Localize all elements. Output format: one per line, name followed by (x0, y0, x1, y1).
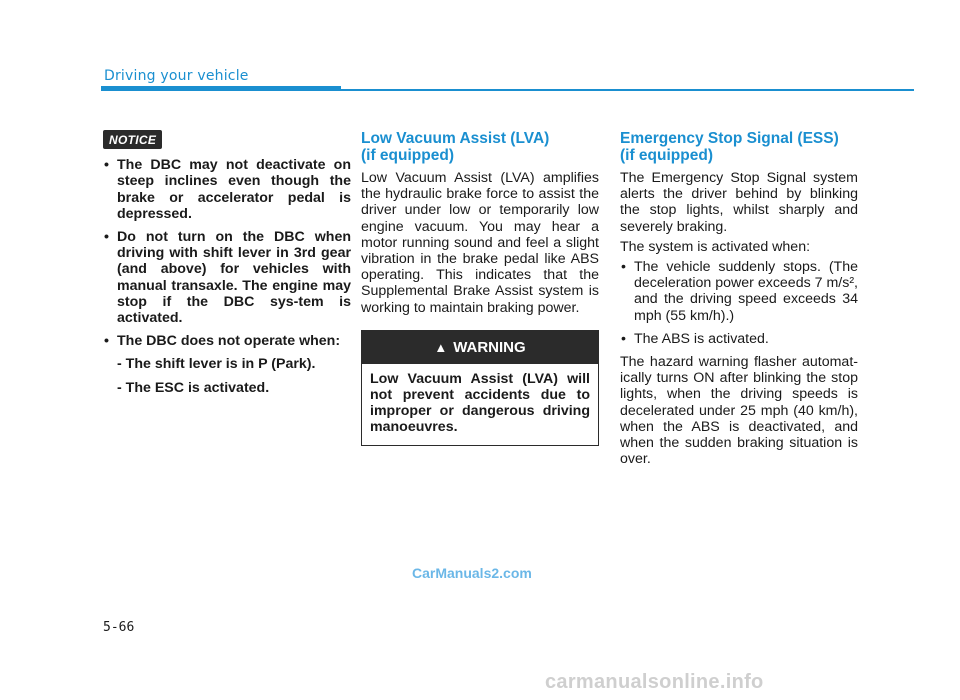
ess-title: Emergency Stop Signal (ESS) (if equipped) (620, 130, 839, 164)
ess-intro: The Emergency Stop Signal system alerts the driver behind by blinking the stop lights, whilst sharply and severely braking. (620, 170, 858, 235)
notice-badge: NOTICE (103, 130, 162, 149)
header-rule-thin (341, 89, 914, 91)
ess-activated-when: The system is activated when: (620, 238, 811, 255)
lva-column (361, 130, 599, 446)
lva-title: Low Vacuum Assist (LVA) (if equipped) (361, 130, 550, 164)
ess-list (620, 259, 858, 347)
watermark-center[interactable]: CarManuals2.com (412, 565, 532, 581)
notice-item: • The DBC may not deactivate on steep inclines even though the brake or accelerator pedal is depressed. (103, 157, 351, 222)
warning-box (361, 330, 599, 446)
notice-sub-item: - The ESC is activated. (117, 379, 270, 396)
lva-body: Low Vacuum Assist (LVA) amplifies the hydraulic brake force to assist the driver under low or temporarily low engine vacuum. You may hear a motor running sound and feel a slight vibration in the brake pedal like ABS operating. This indicates that the Supplemental Brake Assist system is working to maintain braking power. (361, 170, 599, 316)
notice-item: • The DBC does not operate when: (103, 333, 351, 349)
notice-item: • Do not turn on the DBC when driving with shift lever in 3rd gear (and above) for vehicles with manual transaxle. The engine may stop if the DBC sys-tem is activated. (103, 229, 351, 326)
warning-header (362, 331, 598, 364)
notice-list (103, 157, 351, 349)
warning-label: WARNING (453, 338, 526, 356)
header-rule-thick (101, 86, 341, 91)
ess-bullet: • The ABS is activated. (620, 331, 858, 347)
notice-sub-item: - The shift lever is in P (Park). (117, 356, 316, 373)
page-number: 5-66 (103, 620, 135, 635)
section-header: Driving your vehicle (104, 68, 249, 84)
warning-text: Low Vacuum Assist (LVA) will not prevent accidents due to improper or dangerous driving manoeuvres. (370, 370, 590, 436)
ess-bullet: • The vehicle suddenly stops. (The deceleration power exceeds 7 m/s², and the driving speed exceeds 34 mph (55 km/h).) (620, 259, 858, 324)
watermark-bottom[interactable]: carmanualsonline.info (545, 671, 764, 693)
ess-column (620, 130, 858, 471)
ess-closing: The hazard warning flasher automat-ically turns ON after blinking the stop lights, when the driving speeds is decelerated under 25 mph (40 km/h), when the ABS is deactivated, and when the sudden braking situation is over. (620, 354, 858, 468)
warning-triangle-icon: ▲ (434, 339, 448, 355)
notice-column (103, 130, 351, 403)
